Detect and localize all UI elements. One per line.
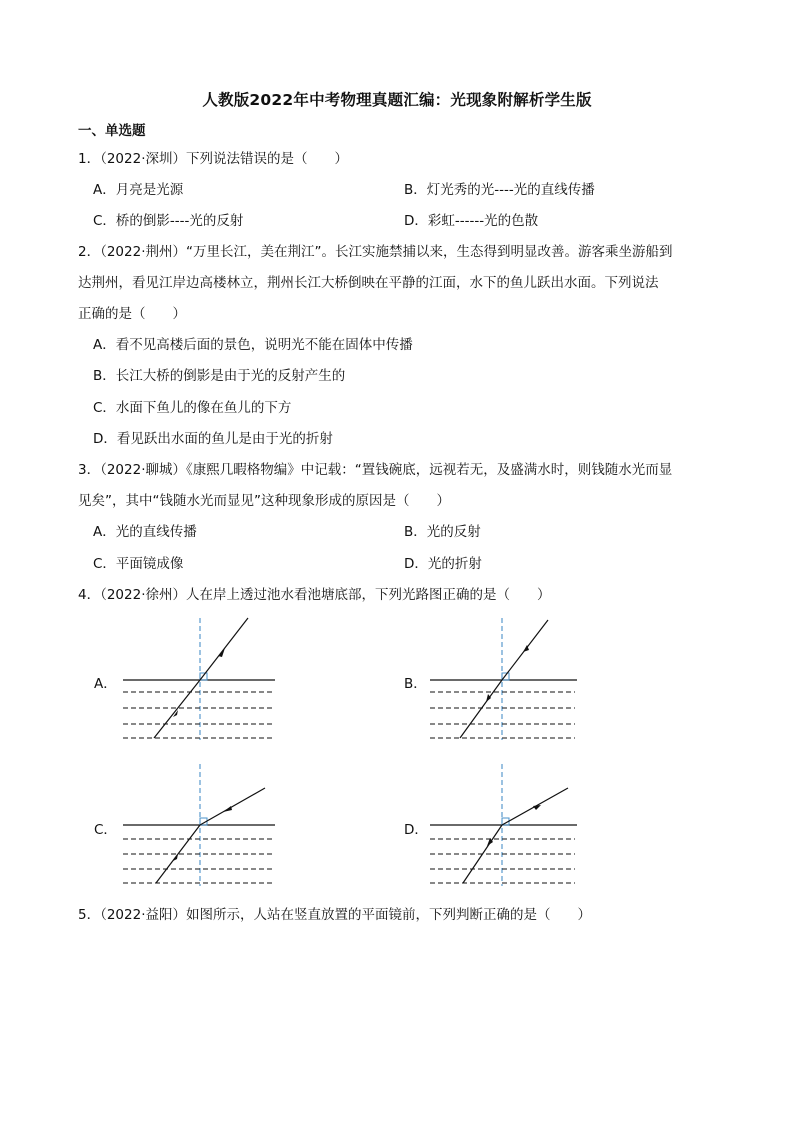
q3-stem-line2: 见矣”，其中“钱随水光而显见”这种现象形成的原因是（ ）: [78, 493, 450, 509]
q2-stem-line2: 达荆州，看见江岸边高楼林立，荆州长江大桥倒映在平静的江面，水下的鱼儿跃出水面。下列说法: [78, 275, 659, 291]
q5-stem: 5．（2022·益阳）如图所示，人站在竖直放置的平面镜前，下列判断正确的是（ ）: [78, 907, 591, 923]
q1-option-b: B．灯光秀的光----光的直线传播: [404, 182, 595, 198]
q4-label-a: A．: [94, 676, 117, 692]
q4-diagram-a: [118, 616, 278, 742]
q3-option-b: B．光的反射: [404, 524, 481, 540]
q2-option-a: A．看不见高楼后面的景色，说明光不能在固体中传播: [93, 337, 413, 353]
q1-stem: 1．（2022·深圳）下列说法错误的是（ ）: [78, 151, 348, 167]
q3-option-a: A．光的直线传播: [93, 524, 197, 540]
q2-option-b: B．长江大桥的倒影是由于光的反射产生的: [93, 368, 346, 384]
q4-diagram-d: [420, 762, 580, 888]
q3-option-d: D．光的折射: [404, 556, 482, 572]
q2-option-d: D．看见跃出水面的鱼儿是由于光的折射: [93, 431, 333, 447]
q2-stem-line1: 2．（2022·荆州）“万里长江，美在荆江”。长江实施禁捕以来，生态得到明显改善。游客乘坐游船到: [78, 244, 673, 260]
q4-diagram-b: [420, 616, 580, 742]
q2-stem-line3: 正确的是（ ）: [78, 306, 186, 322]
q3-stem-line1: 3．（2022·聊城）《康熙几暇格物编》中记载：“置钱碗底，远视若无，及盛满水时，则钱随水光而显: [78, 462, 673, 478]
q2-option-c: C．水面下鱼儿的像在鱼儿的下方: [93, 400, 292, 416]
q3-option-c: C．平面镜成像: [93, 556, 184, 572]
document-title: 人教版2022年中考物理真题汇编：光现象附解析学生版: [202, 91, 592, 109]
q4-label-b: B．: [404, 676, 427, 692]
section-heading: 一、单选题: [78, 123, 146, 139]
q4-label-d: D．: [404, 822, 428, 838]
q1-option-d: D．彩虹------光的色散: [404, 213, 539, 229]
q1-option-c: C．桥的倒影----光的反射: [93, 213, 244, 229]
q4-label-c: C．: [94, 822, 117, 838]
q1-option-a: A．月亮是光源: [93, 182, 184, 198]
q4-diagram-c: [118, 762, 278, 888]
q4-stem: 4．（2022·徐州）人在岸上透过池水看池塘底部，下列光路图正确的是（ ）: [78, 587, 551, 603]
